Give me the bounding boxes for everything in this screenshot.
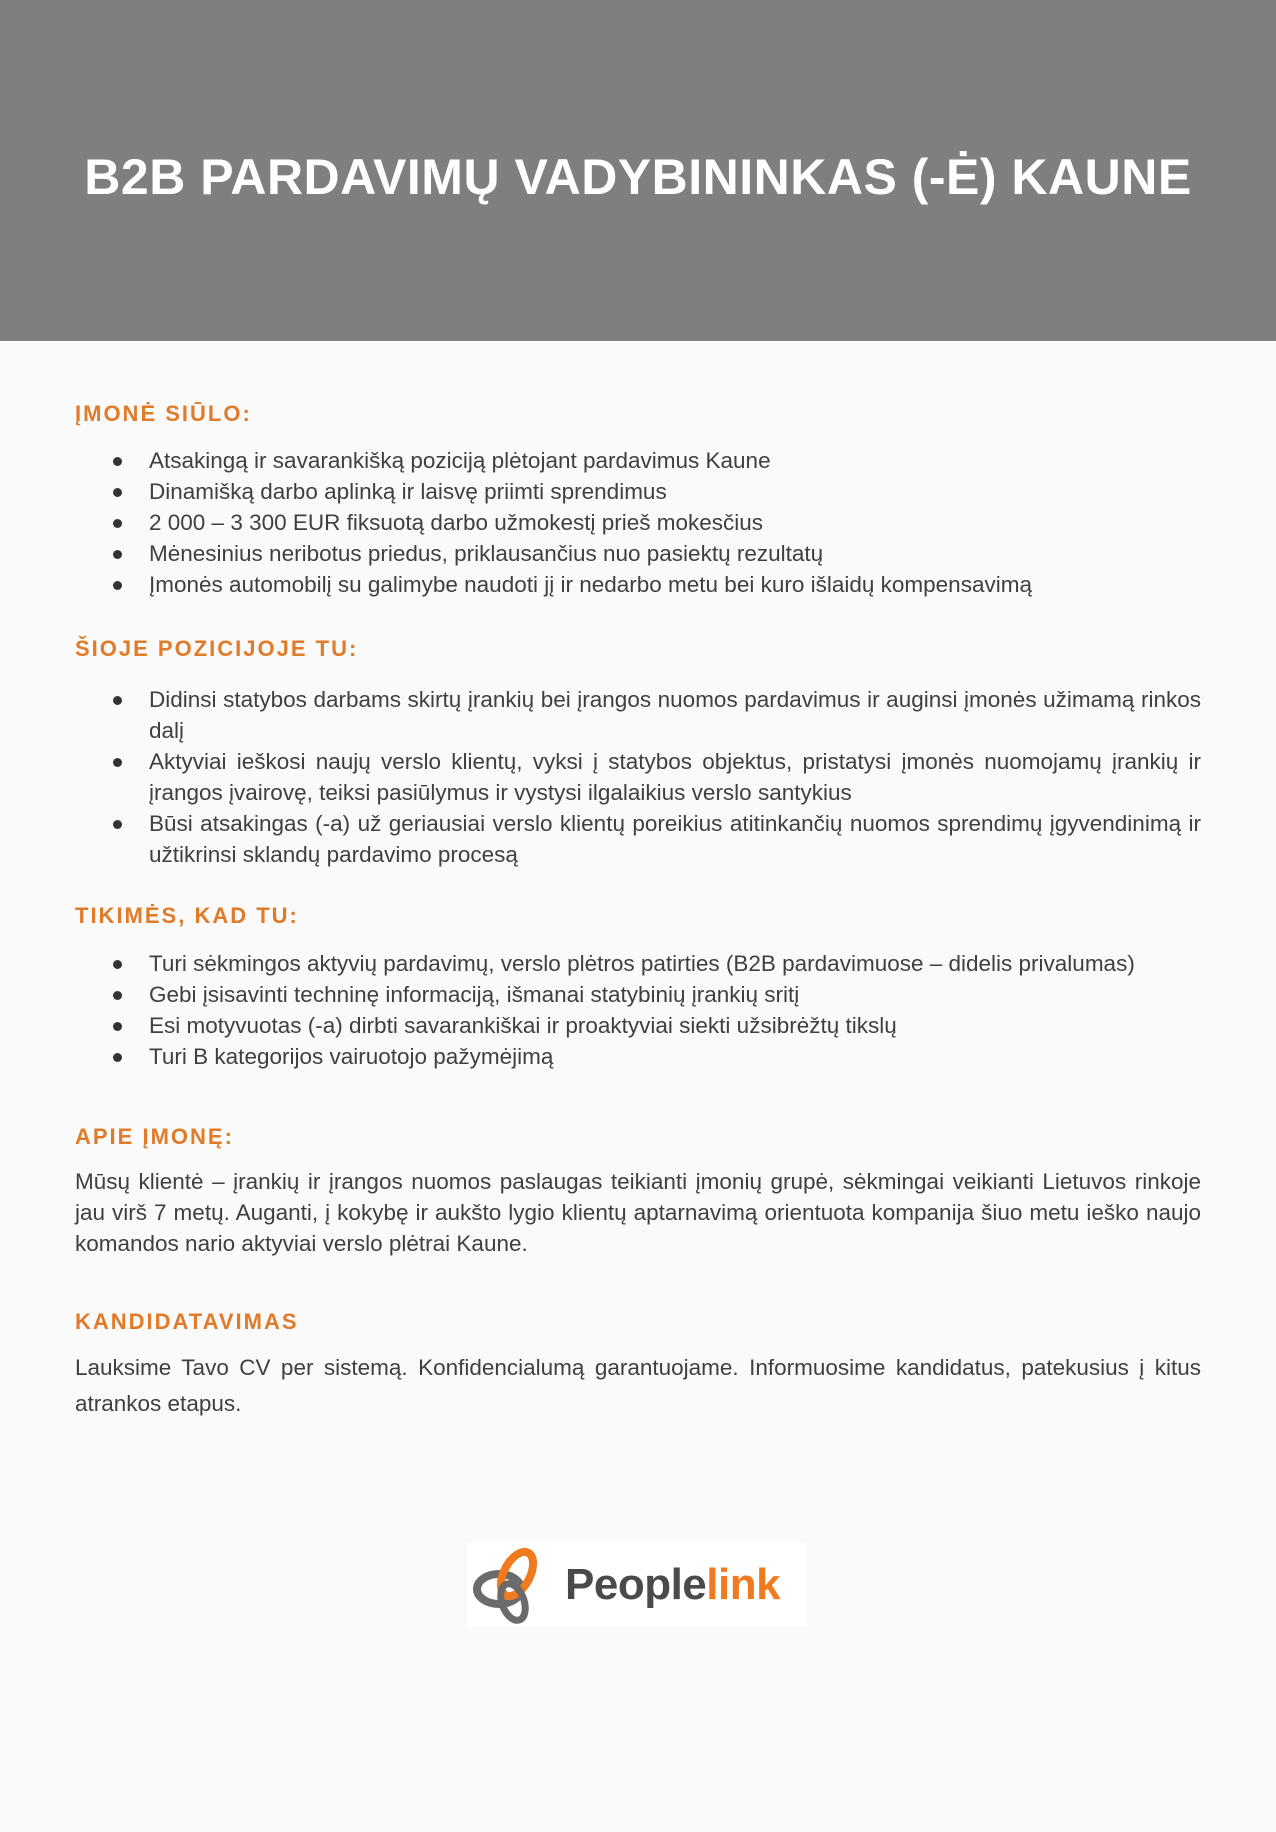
bullet-icon — [113, 960, 122, 969]
bullet-icon — [113, 820, 122, 829]
expect-list — [75, 948, 1201, 1072]
list-item: Aktyviai ieškosi naujų verslo klientų, vyksi į statybos objektus, pristatysi įmonės nuomojamų įrankių ir įrangos įvairovę, teiksi pasiūlymus ir vystysi ilgalaikius verslo santykius — [75, 746, 1201, 808]
bullet-icon — [113, 696, 122, 705]
bullet-icon — [113, 457, 122, 466]
bullet-icon — [113, 1022, 122, 1031]
list-item: Būsi atsakingas (-a) už geriausiai verslo klientų poreikius atitinkančių nuomos sprendimų įgyvendinimą ir užtikrinsi sklandų pardavimo procesą — [75, 808, 1201, 870]
role-list — [75, 684, 1201, 870]
list-item: Turi B kategorijos vairuotojo pažymėjimą — [75, 1041, 1201, 1072]
offer-list — [75, 445, 1201, 600]
section-title-role: ŠIOJE POZICIJOJE TU: — [75, 636, 359, 661]
bullet-icon — [113, 550, 122, 559]
list-item: Gebi įsisavinti techninę informaciją, išmanai statybinių įrankių sritį — [75, 979, 1201, 1010]
list-item: Esi motyvuotas (-a) dirbti savarankiškai ir proaktyviai siekti užsibrėžtų tikslų — [75, 1010, 1201, 1041]
section-title-offer: ĮMONĖ SIŪLO: — [75, 401, 252, 426]
peoplelink-logo-icon — [471, 1544, 547, 1626]
list-item: Turi sėkmingos aktyvių pardavimų, verslo plėtros patirties (B2B pardavimuose – didelis privalumas) — [75, 948, 1201, 979]
list-item: Dinamišką darbo aplinką ir laisvę priimti sprendimus — [75, 476, 1201, 507]
list-item: Įmonės automobilį su galimybe naudoti jį ir nedarbo metu bei kuro išlaidų kompensavimą — [75, 569, 1201, 600]
list-item: Atsakingą ir savarankišką poziciją plėtojant pardavimus Kaune — [75, 445, 1201, 476]
section-title-about: APIE ĮMONĘ: — [75, 1124, 234, 1149]
bullet-icon — [113, 758, 122, 767]
job-title: B2B PARDAVIMŲ VADYBININKAS (-Ė) KAUNE — [84, 149, 1192, 205]
bullet-icon — [113, 1053, 122, 1062]
bullet-icon — [113, 519, 122, 528]
list-item: Didinsi statybos darbams skirtų įrankių bei įrangos nuomos pardavimus ir auginsi įmonės užimamą rinkos dalį — [75, 684, 1201, 746]
section-title-apply: KANDIDATAVIMAS — [75, 1309, 299, 1334]
section-title-expect: TIKIMĖS, KAD TU: — [75, 903, 299, 928]
bullet-icon — [113, 991, 122, 1000]
page-header — [0, 0, 1276, 341]
bullet-icon — [113, 581, 122, 590]
list-item: 2 000 – 3 300 EUR fiksuotą darbo užmokestį prieš mokesčius — [75, 507, 1201, 538]
peoplelink-logo — [467, 1543, 807, 1627]
logo-wordmark: Peoplelink — [565, 1560, 781, 1609]
bullet-icon — [113, 488, 122, 497]
list-item: Mėnesinius neribotus priedus, priklausančius nuo pasiektų rezultatų — [75, 538, 1201, 569]
apply-paragraph: Lauksime Tavo CV per sistemą. Konfidencialumą garantuojame. Informuosime kandidatus, patekusius į kitus atrankos etapus. — [75, 1355, 1201, 1416]
about-paragraph: Mūsų klientė – įrankių ir įrangos nuomos paslaugas teikianti įmonių grupė, sėkmingai veikianti Lietuvos rinkoje jau virš 7 metų. Auganti, į kokybę ir aukšto lygio klientų aptarnavimą orientuota kompanija šiuo metu ieško naujo komandos nario aktyviai verslo plėtrai Kaune. — [75, 1169, 1201, 1256]
